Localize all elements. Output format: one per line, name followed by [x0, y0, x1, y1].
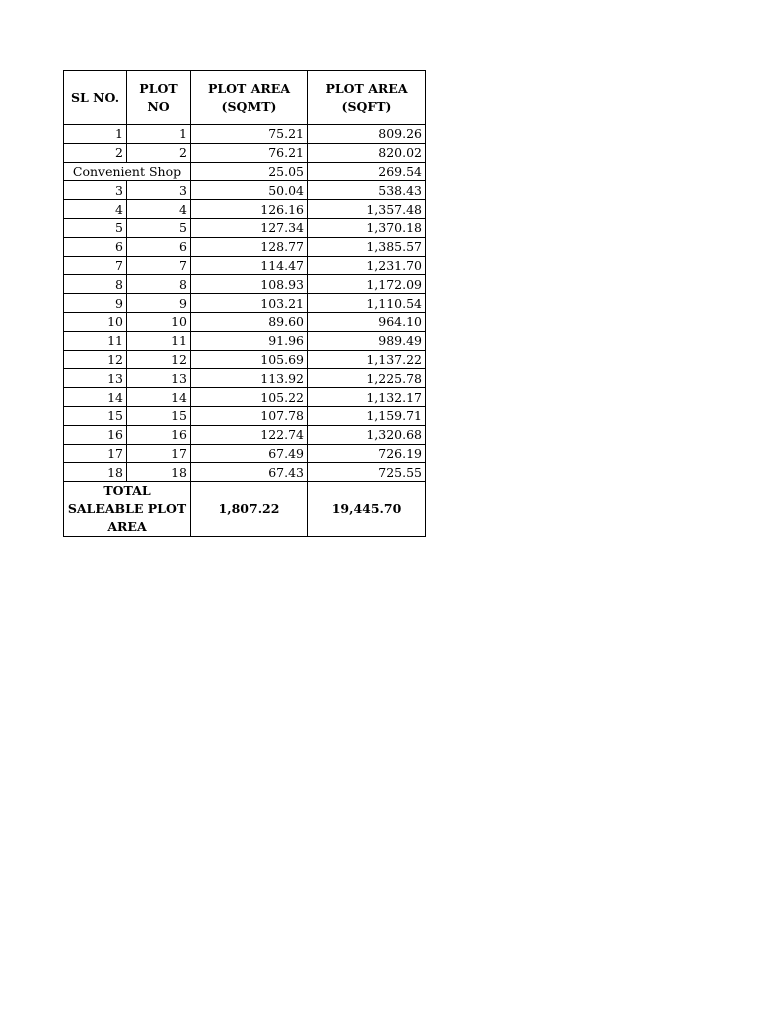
plot-no-cell: 12	[127, 350, 191, 369]
plot-no-cell: 6	[127, 237, 191, 256]
sl-no-cell: 18	[64, 463, 127, 482]
plot-no-cell: 17	[127, 444, 191, 463]
plot-no-cell: 1	[127, 125, 191, 144]
area-sqmt-cell: 103.21	[191, 294, 308, 313]
row-label-cell: Convenient Shop	[64, 162, 191, 181]
plot-no-cell: 15	[127, 406, 191, 425]
total-label: TOTAL SALEABLE PLOT AREA	[64, 482, 191, 537]
plot-no-cell: 5	[127, 218, 191, 237]
table-row	[64, 350, 426, 369]
sl-no-cell: 3	[64, 181, 127, 200]
table-header	[64, 71, 426, 125]
table-row	[64, 218, 426, 237]
sl-no-cell: 7	[64, 256, 127, 275]
table-row	[64, 181, 426, 200]
plot-area-table	[63, 70, 426, 537]
plot-no-cell: 4	[127, 200, 191, 219]
table-body	[64, 125, 426, 482]
sl-no-cell: 10	[64, 312, 127, 331]
area-sqft-cell: 1,172.09	[308, 275, 426, 294]
area-sqmt-cell: 127.34	[191, 218, 308, 237]
area-sqmt-cell: 105.69	[191, 350, 308, 369]
header-sl-no: SL NO.	[64, 71, 127, 125]
table-row	[64, 237, 426, 256]
area-sqmt-cell: 76.21	[191, 143, 308, 162]
area-sqft-cell: 269.54	[308, 162, 426, 181]
total-area-sqmt: 1,807.22	[191, 482, 308, 537]
area-sqft-cell: 1,231.70	[308, 256, 426, 275]
area-sqft-cell: 989.49	[308, 331, 426, 350]
area-sqft-cell: 1,225.78	[308, 369, 426, 388]
table-row	[64, 369, 426, 388]
area-sqft-cell: 1,357.48	[308, 200, 426, 219]
sl-no-cell: 9	[64, 294, 127, 313]
plot-no-cell: 10	[127, 312, 191, 331]
table-row	[64, 143, 426, 162]
table-row	[64, 294, 426, 313]
sl-no-cell: 8	[64, 275, 127, 294]
area-sqft-cell: 1,385.57	[308, 237, 426, 256]
sl-no-cell: 6	[64, 237, 127, 256]
table-row	[64, 162, 426, 181]
sl-no-cell: 13	[64, 369, 127, 388]
sl-no-cell: 17	[64, 444, 127, 463]
table-row	[64, 425, 426, 444]
area-sqft-cell: 538.43	[308, 181, 426, 200]
sl-no-cell: 4	[64, 200, 127, 219]
header-plot-area-sqmt: PLOT AREA (SQMT)	[191, 71, 308, 125]
table-row	[64, 406, 426, 425]
table-row	[64, 256, 426, 275]
area-sqmt-cell: 25.05	[191, 162, 308, 181]
sl-no-cell: 12	[64, 350, 127, 369]
sl-no-cell: 2	[64, 143, 127, 162]
area-sqft-cell: 964.10	[308, 312, 426, 331]
table-row	[64, 444, 426, 463]
area-sqft-cell: 1,159.71	[308, 406, 426, 425]
plot-no-cell: 2	[127, 143, 191, 162]
area-sqmt-cell: 50.04	[191, 181, 308, 200]
header-plot-no: PLOT NO	[127, 71, 191, 125]
header-plot-area-sqft: PLOT AREA (SQFT)	[308, 71, 426, 125]
area-sqmt-cell: 126.16	[191, 200, 308, 219]
table-row	[64, 275, 426, 294]
area-sqft-cell: 809.26	[308, 125, 426, 144]
area-sqft-cell: 1,137.22	[308, 350, 426, 369]
plot-no-cell: 16	[127, 425, 191, 444]
total-row	[64, 482, 426, 537]
area-sqft-cell: 1,320.68	[308, 425, 426, 444]
area-sqmt-cell: 113.92	[191, 369, 308, 388]
area-sqmt-cell: 108.93	[191, 275, 308, 294]
total-area-sqft: 19,445.70	[308, 482, 426, 537]
table-row	[64, 312, 426, 331]
area-sqmt-cell: 122.74	[191, 425, 308, 444]
area-sqmt-cell: 114.47	[191, 256, 308, 275]
table-row	[64, 331, 426, 350]
table-row	[64, 463, 426, 482]
area-sqft-cell: 726.19	[308, 444, 426, 463]
plot-no-cell: 9	[127, 294, 191, 313]
area-sqft-cell: 820.02	[308, 143, 426, 162]
table-row	[64, 125, 426, 144]
sl-no-cell: 15	[64, 406, 127, 425]
area-sqft-cell: 1,110.54	[308, 294, 426, 313]
sl-no-cell: 1	[64, 125, 127, 144]
plot-no-cell: 18	[127, 463, 191, 482]
sl-no-cell: 16	[64, 425, 127, 444]
plot-no-cell: 7	[127, 256, 191, 275]
area-sqmt-cell: 107.78	[191, 406, 308, 425]
plot-no-cell: 3	[127, 181, 191, 200]
sl-no-cell: 14	[64, 388, 127, 407]
sl-no-cell: 5	[64, 218, 127, 237]
area-sqmt-cell: 67.43	[191, 463, 308, 482]
table-row	[64, 388, 426, 407]
plot-no-cell: 11	[127, 331, 191, 350]
plot-no-cell: 8	[127, 275, 191, 294]
area-sqmt-cell: 67.49	[191, 444, 308, 463]
area-sqmt-cell: 89.60	[191, 312, 308, 331]
area-sqmt-cell: 128.77	[191, 237, 308, 256]
area-sqmt-cell: 105.22	[191, 388, 308, 407]
table-row	[64, 200, 426, 219]
sl-no-cell: 11	[64, 331, 127, 350]
area-sqmt-cell: 75.21	[191, 125, 308, 144]
area-sqft-cell: 725.55	[308, 463, 426, 482]
area-sqmt-cell: 91.96	[191, 331, 308, 350]
plot-no-cell: 13	[127, 369, 191, 388]
header-row	[64, 71, 426, 125]
plot-no-cell: 14	[127, 388, 191, 407]
area-sqft-cell: 1,370.18	[308, 218, 426, 237]
area-sqft-cell: 1,132.17	[308, 388, 426, 407]
table-footer	[64, 482, 426, 537]
